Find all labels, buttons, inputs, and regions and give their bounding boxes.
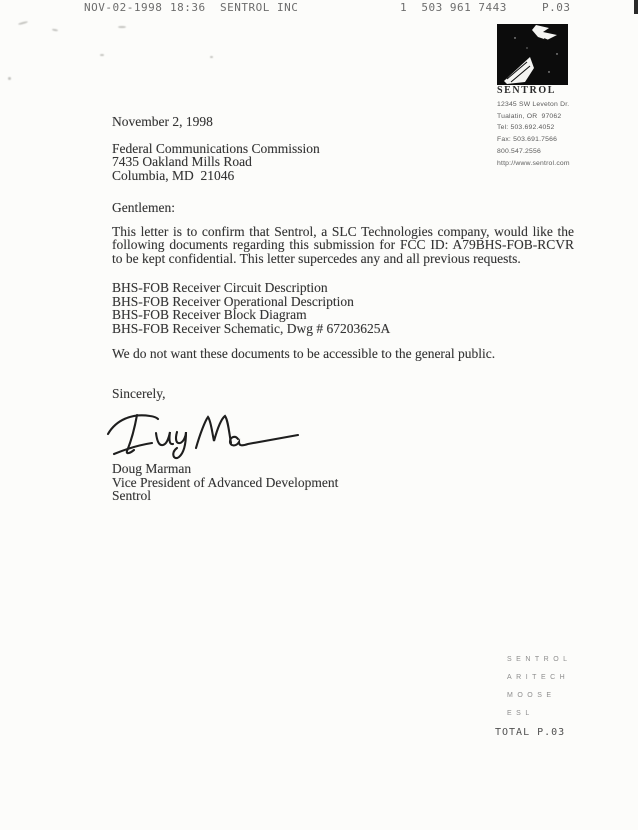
scan-artifact [52,28,58,31]
fax-total-pages: TOTAL P.03 [495,727,566,738]
scan-artifact [210,56,213,58]
salutation: Gentlemen: [112,200,175,215]
footer-brand-list [507,651,572,723]
sentrol-logo-icon [497,24,568,85]
recipient-address [112,142,574,183]
footer-brand-esl: ESL [507,710,534,717]
list-item: BHS-FOB Receiver Circuit Description [112,280,328,295]
footer-brand-sentrol: SENTROL [507,656,572,663]
closing-note: We do not want these documents to be accessible to the general public. [112,346,496,362]
list-item: BHS-FOB Receiver Operational Description [112,293,354,309]
letterhead-brand: SENTROL [497,85,556,96]
scan-artifact [100,54,104,56]
signer-title: Vice President of Advanced Development [112,474,339,490]
valediction: Sincerely, [112,385,166,401]
address-tollfree: 800.547.2556 [497,147,541,155]
list-item: BHS-FOB Receiver Block Diagram [112,307,307,323]
fax-header-time: 18:36 [170,1,206,14]
letter-body [112,115,574,502]
signer-name: Doug Marman [112,461,192,477]
list-item: BHS-FOB Receiver Schematic, Dwg # 67203625A [112,320,391,336]
signer-company: Sentrol [112,487,151,503]
scan-artifact [8,77,11,80]
scan-artifact [18,21,28,26]
fax-header-sender: SENTROL INC [220,1,299,14]
address-street: 12345 SW Leveton Dr. [497,101,570,108]
fax-header-phone: 1 503 961 7443 [400,1,507,14]
fax-header-page-number: P.03 [542,1,571,14]
address-fax: Fax: 503.691.7566 [497,136,558,144]
footer-brand-moose: MOOSE [507,692,556,699]
footer-brand-aritech: ARITECH [507,674,570,681]
handwritten-signature [106,404,302,460]
recipient-name: Federal Communications Commission [112,140,320,156]
sentrol-logo [497,24,568,85]
recipient-city: Columbia, MD 21046 [112,167,235,183]
address-tel: Tel: 503.692.4052 [497,124,555,132]
scan-artifact [634,0,638,14]
address-city: Tualatin, OR 97062 [497,112,562,120]
address-website: http://www.sentrol.com [497,159,570,167]
letter-date: November 2, 1998 [112,114,213,129]
recipient-street: 7435 Oakland Mills Road [112,154,252,169]
fax-header-date: NOV-02-1998 [84,1,163,14]
confidentiality-paragraph: This letter is to confirm that Sentrol, a SLC Technologies company, would like the following documents regarding this submission for FCC ID: A79BHS-FOB-RCVR to be kept confidential. This letter supercedes any and all previous requests. [112,223,574,266]
confidential-document-list [112,281,574,335]
scan-artifact [118,26,126,28]
